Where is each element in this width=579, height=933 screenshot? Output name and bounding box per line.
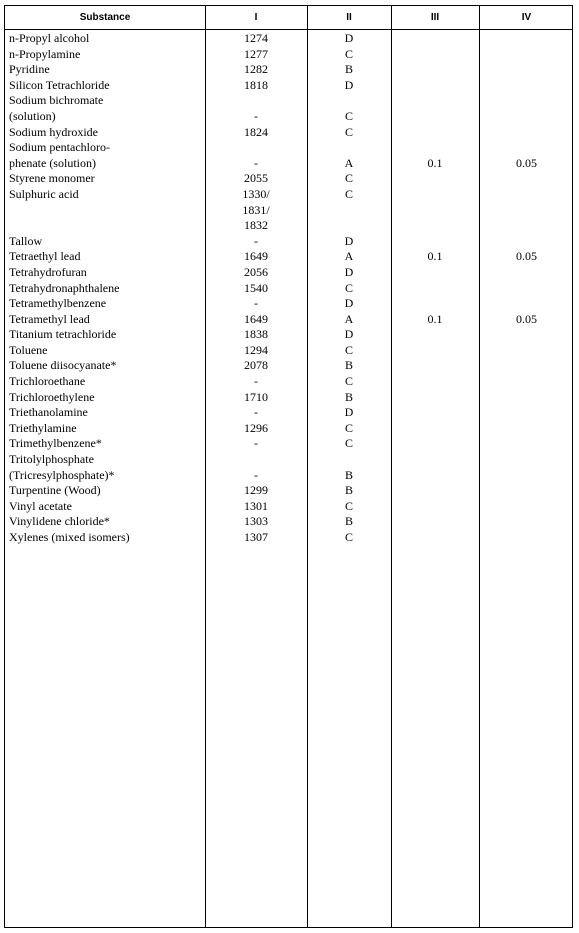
table-row bbox=[5, 234, 572, 250]
col-1-cell: 1330/ bbox=[242, 186, 270, 201]
table-row bbox=[5, 468, 572, 484]
substance-cell: Tetramethyl lead bbox=[9, 311, 90, 326]
table-row bbox=[5, 374, 572, 390]
substance-cell: Pyridine bbox=[9, 62, 50, 77]
col-2-cell: B bbox=[344, 514, 353, 529]
col-2-cell: D bbox=[344, 327, 354, 342]
table-row bbox=[5, 405, 572, 421]
col-1-cell: 1274 bbox=[244, 31, 268, 45]
table-row bbox=[5, 171, 572, 187]
table-row bbox=[5, 327, 572, 343]
table-row bbox=[5, 436, 572, 452]
col-1-cell: 2078 bbox=[244, 358, 268, 373]
substance-cell: Tetrahydronaphthalene bbox=[9, 280, 120, 295]
col-2-cell: C bbox=[344, 498, 353, 513]
substance-cell: Turpentine (Wood) bbox=[9, 483, 101, 498]
col-1-cell: 1838 bbox=[244, 327, 268, 342]
col-2-cell: D bbox=[344, 296, 354, 311]
table-row bbox=[5, 343, 572, 359]
col-1-cell: 1301 bbox=[244, 498, 268, 513]
col-2-cell: D bbox=[344, 77, 354, 92]
col-2-cell: B bbox=[344, 389, 353, 404]
col-1-cell: 1282 bbox=[244, 62, 268, 77]
substance-cell: Sodium pentachloro- bbox=[9, 140, 110, 155]
col-2-cell: C bbox=[344, 280, 353, 295]
substance-cell: Tallow bbox=[9, 233, 43, 248]
col-4-cell: 0.05 bbox=[516, 155, 537, 170]
col-3-cell: 0.1 bbox=[427, 311, 443, 326]
table-row bbox=[5, 390, 572, 406]
substance-cell: Tetramethylbenzene bbox=[9, 296, 107, 311]
col-1-cell: - bbox=[254, 467, 258, 482]
substance-cell: phenate (solution) bbox=[9, 155, 96, 170]
table-row bbox=[5, 249, 572, 265]
col-2-cell: C bbox=[344, 420, 353, 435]
col-2-cell: C bbox=[344, 46, 353, 61]
col-2-cell: B bbox=[344, 358, 353, 373]
col-1-cell: - bbox=[254, 374, 258, 389]
header-col-3: III bbox=[430, 12, 440, 23]
col-1-cell: 1824 bbox=[244, 124, 268, 139]
col-1-cell: 1832 bbox=[244, 218, 268, 233]
col-2-cell: C bbox=[344, 186, 353, 201]
substance-cell: Xylenes (mixed isomers) bbox=[9, 530, 130, 544]
col-2-cell: B bbox=[344, 62, 353, 77]
substance-cell: Tetrahydrofuran bbox=[9, 264, 87, 279]
col-2-cell: D bbox=[344, 31, 354, 45]
col-1-cell: - bbox=[254, 296, 258, 311]
table-row bbox=[5, 358, 572, 374]
col-1-cell: - bbox=[254, 233, 258, 248]
table-row bbox=[5, 109, 572, 125]
col-2-cell: C bbox=[344, 171, 353, 186]
col-1-cell: 1277 bbox=[244, 46, 268, 61]
col-2-cell: C bbox=[344, 124, 353, 139]
col-2-cell: B bbox=[344, 483, 353, 498]
table-row bbox=[5, 421, 572, 437]
substance-cell: Vinyl acetate bbox=[9, 498, 72, 513]
table-row bbox=[5, 265, 572, 281]
col-2-cell: C bbox=[344, 374, 353, 389]
substance-cell: Tetraethyl lead bbox=[9, 249, 81, 264]
substance-cell: n-Propyl alcohol bbox=[9, 31, 90, 45]
col-2-cell: C bbox=[344, 108, 353, 123]
table-row bbox=[5, 514, 572, 530]
substance-cell: Vinylidene chloride* bbox=[9, 514, 110, 529]
table-row bbox=[5, 78, 572, 94]
table-row bbox=[5, 296, 572, 312]
substance-cell: Silicon Tetrachloride bbox=[9, 77, 110, 92]
col-1-cell: 2056 bbox=[244, 264, 268, 279]
substance-cell: (Tricresylphosphate)* bbox=[9, 467, 115, 482]
substance-cell: n-Propylamine bbox=[9, 46, 81, 61]
substance-cell: (solution) bbox=[9, 108, 56, 123]
table-row bbox=[5, 530, 572, 546]
substance-cell: Toluene diisocyanate* bbox=[9, 358, 117, 373]
table-row bbox=[5, 203, 572, 219]
header-col-2: II bbox=[346, 12, 352, 23]
substance-cell: Triethanolamine bbox=[9, 405, 88, 420]
col-2-cell: D bbox=[344, 264, 354, 279]
substance-cell: Styrene monomer bbox=[9, 171, 95, 186]
table-row bbox=[5, 281, 572, 297]
col-2-cell: C bbox=[344, 436, 353, 451]
col-1-cell: - bbox=[254, 405, 258, 420]
substance-cell: Titanium tetrachloride bbox=[9, 327, 117, 342]
col-2-cell: D bbox=[344, 405, 354, 420]
col-2-cell: A bbox=[344, 249, 354, 264]
col-4-cell: 0.05 bbox=[516, 311, 537, 326]
substance-cell: Tritolylphosphate bbox=[9, 452, 94, 467]
col-1-cell: - bbox=[254, 155, 258, 170]
table-row bbox=[5, 93, 572, 109]
substance-table bbox=[4, 5, 573, 928]
col-1-cell: 1307 bbox=[244, 530, 268, 544]
col-2-cell: C bbox=[344, 530, 353, 544]
substance-cell: Trimethylbenzene* bbox=[9, 436, 102, 451]
col-1-cell: 1294 bbox=[244, 342, 268, 357]
col-1-cell: - bbox=[254, 436, 258, 451]
col-1-cell: 1299 bbox=[244, 483, 268, 498]
col-1-cell: 1649 bbox=[244, 249, 268, 264]
col-1-cell: 1831/ bbox=[242, 202, 270, 217]
table-row bbox=[5, 31, 572, 47]
table-row bbox=[5, 125, 572, 141]
col-1-cell: 1649 bbox=[244, 311, 268, 326]
col-2-cell: A bbox=[344, 311, 354, 326]
col-1-cell: 1818 bbox=[244, 77, 268, 92]
col-1-cell: 1303 bbox=[244, 514, 268, 529]
table-row bbox=[5, 187, 572, 203]
substance-cell: Trichloroethane bbox=[9, 374, 86, 389]
col-3-cell: 0.1 bbox=[427, 155, 443, 170]
header-divider bbox=[5, 29, 572, 30]
substance-cell: Sodium hydroxide bbox=[9, 124, 98, 139]
col-1-cell: 1540 bbox=[244, 280, 268, 295]
header-col-1: I bbox=[254, 12, 258, 23]
substance-cell: Sulphuric acid bbox=[9, 186, 79, 201]
header-col-4: IV bbox=[521, 12, 532, 23]
col-1-cell: 1710 bbox=[244, 389, 268, 404]
table-row bbox=[5, 218, 572, 234]
substance-cell: Trichloroethylene bbox=[9, 389, 95, 404]
substance-cell: Sodium bichromate bbox=[9, 93, 104, 108]
substance-cell: Triethylamine bbox=[9, 420, 77, 435]
table-row bbox=[5, 156, 572, 172]
col-1-cell: 2055 bbox=[244, 171, 268, 186]
table-row bbox=[5, 499, 572, 515]
col-2-cell: A bbox=[344, 155, 354, 170]
col-2-cell: B bbox=[344, 467, 353, 482]
table-row bbox=[5, 47, 572, 63]
table-body bbox=[5, 31, 572, 546]
col-1-cell: 1296 bbox=[244, 420, 268, 435]
table-row bbox=[5, 452, 572, 468]
col-3-cell: 0.1 bbox=[427, 249, 443, 264]
table-row bbox=[5, 312, 572, 328]
table-row bbox=[5, 62, 572, 78]
col-2-cell: D bbox=[344, 233, 354, 248]
col-2-cell: C bbox=[344, 342, 353, 357]
substance-cell: Toluene bbox=[9, 342, 48, 357]
col-4-cell: 0.05 bbox=[516, 249, 537, 264]
header-substance: Substance bbox=[79, 12, 131, 23]
table-row bbox=[5, 140, 572, 156]
col-1-cell: - bbox=[254, 108, 258, 123]
table-row bbox=[5, 483, 572, 499]
